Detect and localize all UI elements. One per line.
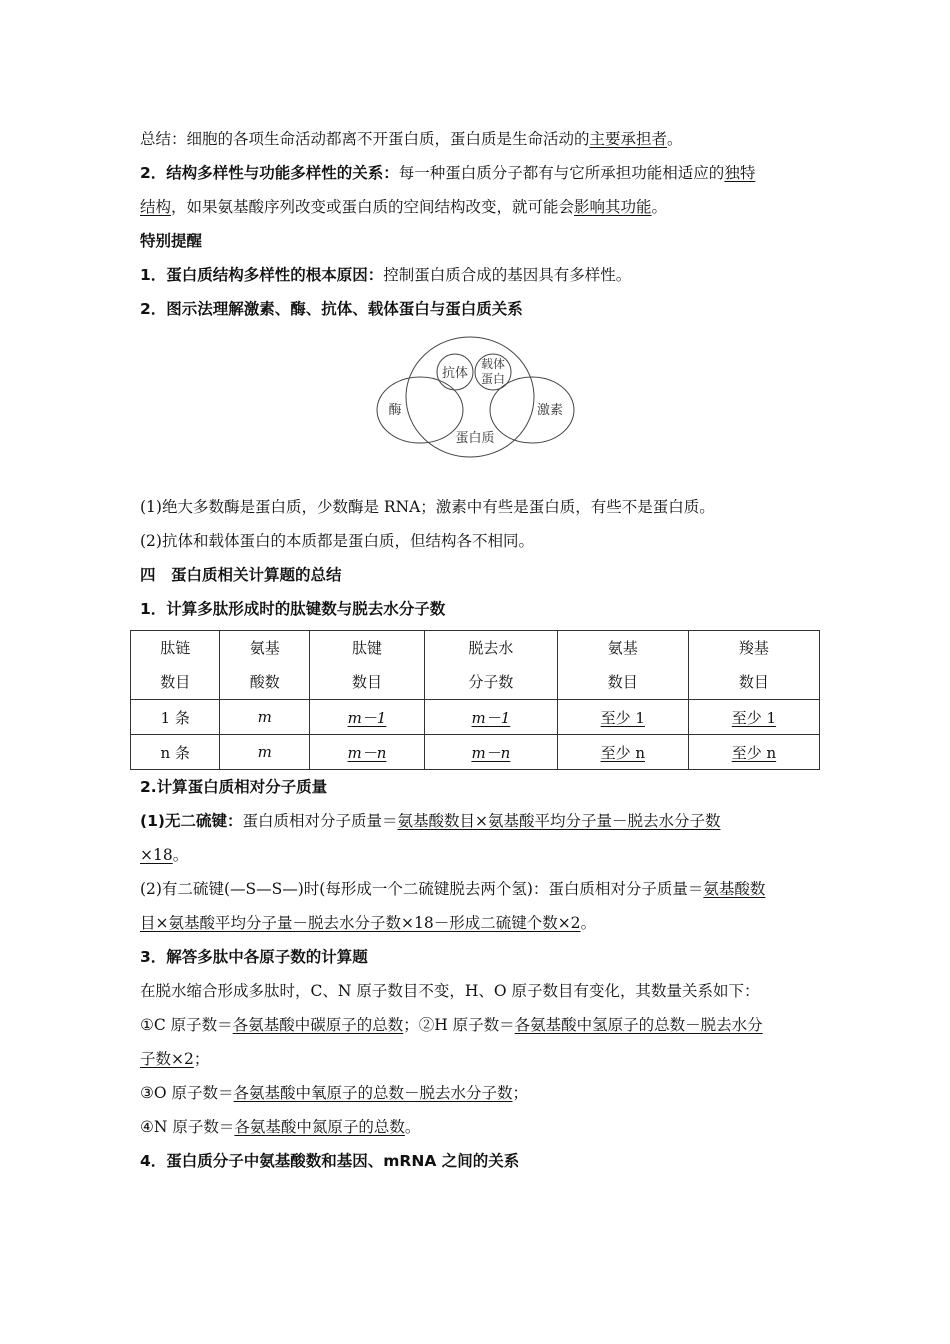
section2-text: 每一种蛋白质分子都有与它所承担功能相适应的 xyxy=(398,164,725,182)
carrier-label-2: 蛋白 xyxy=(480,372,506,386)
header-text: 酸数 xyxy=(249,673,280,691)
table-cell: 1 条 xyxy=(131,700,220,735)
table-cell: 至少 1 xyxy=(557,700,688,735)
peptide-table xyxy=(130,630,820,770)
header-text: 肽键 xyxy=(351,639,382,657)
section2-answer1a: 独特 xyxy=(724,164,756,182)
calc2a-answer2: ×18 xyxy=(140,846,173,864)
calc3-h-label: ；②H 原子数＝ xyxy=(403,1016,515,1034)
header-text: 数目 xyxy=(351,673,382,691)
summary-text: 总结：细胞的各项生命活动都离不开蛋白质，蛋白质是生命活动的 xyxy=(140,130,590,148)
table-cell: 至少 n xyxy=(688,735,819,770)
section4-title: 四 蛋白质相关计算题的总结 xyxy=(140,566,342,584)
table-header-cell xyxy=(131,631,220,700)
note2: (2)抗体和载体蛋白的本质都是蛋白质，但结构各不相同。 xyxy=(140,532,534,550)
calc2a-end: 。 xyxy=(172,846,189,864)
calc3-h-answer2: 子数×2 xyxy=(140,1050,194,1068)
header-text: 羧基 xyxy=(738,639,769,657)
table-cell: 至少 1 xyxy=(688,700,819,735)
protein-label: 蛋白质 xyxy=(455,431,495,446)
table-header-cell xyxy=(557,631,688,700)
antibody-label: 抗体 xyxy=(441,366,469,381)
note1: (1)绝大多数酶是蛋白质，少数酶是 RNA；激素中有些是蛋白质，有些不是蛋白质。 xyxy=(140,498,715,516)
tip1-line xyxy=(140,258,820,292)
header-text: 脱去水 xyxy=(468,639,514,657)
enzyme-label: 酶 xyxy=(388,403,402,418)
calc3-o-answer: 各氨基酸中氧原子的总数－脱去水分子数 xyxy=(233,1084,513,1102)
header-text: 数目 xyxy=(160,673,191,691)
calc3-n-label: ④N 原子数＝ xyxy=(140,1118,235,1136)
calc2b-end: 。 xyxy=(580,914,597,932)
header-text: 氨基 xyxy=(607,639,638,657)
summary-line xyxy=(140,122,820,156)
calc4-title: 4．蛋白质分子中氨基酸数和基因、mRNA 之间的关系 xyxy=(140,1152,520,1170)
calc2b-text: (2)有二硫键(—S—S—)时(每形成一个二硫键脱去两个氢)：蛋白质相对分子质量＝ xyxy=(140,880,704,898)
calc3-line4 xyxy=(140,1110,820,1144)
calc2a-text: 蛋白质相对分子质量＝ xyxy=(242,812,398,830)
calc3-c-answer: 各氨基酸中碳原子的总数 xyxy=(232,1016,404,1034)
calc3-line3 xyxy=(140,1076,820,1110)
table-cell: 至少 n xyxy=(557,735,688,770)
header-text: 肽链 xyxy=(160,639,191,657)
summary-end: 。 xyxy=(667,130,683,148)
calc2-title: 2.计算蛋白质相对分子质量 xyxy=(140,778,328,796)
header-text: 氨基 xyxy=(249,639,280,657)
venn-diagram xyxy=(140,330,820,480)
calc3-intro: 在脱水缩合形成多肽时，C、N 原子数目不变，H、O 原子数目有变化，其数量关系如下： xyxy=(140,982,760,1000)
table-cell: m－1 xyxy=(309,700,424,735)
hormone-label: 激素 xyxy=(536,403,564,418)
calc3-h-end: ； xyxy=(193,1050,210,1068)
table-row xyxy=(131,700,820,735)
table-header-cell xyxy=(220,631,309,700)
summary-answer: 主要承担者 xyxy=(589,130,668,148)
table-cell: m－n xyxy=(425,735,558,770)
venn-svg xyxy=(375,330,575,460)
table-cell: m xyxy=(220,735,309,770)
table-cell: m－n xyxy=(309,735,424,770)
document-page xyxy=(140,122,820,1178)
calc3-n-answer: 各氨基酸中氮原子的总数 xyxy=(234,1118,405,1136)
calc3-line1 xyxy=(140,1008,820,1042)
section2-line1 xyxy=(140,156,820,190)
header-text: 数目 xyxy=(607,673,638,691)
tip1-label: 1．蛋白质结构多样性的根本原因： xyxy=(140,266,384,284)
calc3-c-label: ①C 原子数＝ xyxy=(140,1016,233,1034)
calc3-line2 xyxy=(140,1042,820,1076)
calc2a-label: (1)无二硫键： xyxy=(140,812,243,830)
calc2b-line2 xyxy=(140,906,820,940)
calc3-h-answer: 各氨基酸中氢原子的总数－脱去水分 xyxy=(514,1016,763,1034)
calc3-n-end: 。 xyxy=(404,1118,421,1136)
table-header-cell xyxy=(309,631,424,700)
table-cell: n 条 xyxy=(131,735,220,770)
calc2a-line2 xyxy=(140,838,820,872)
calc2a-answer: 氨基酸数目×氨基酸平均分子量－脱去水分子数 xyxy=(397,812,721,830)
section2-answer1b: 结构 xyxy=(140,198,172,216)
calc3-title: 3．解答多肽中各原子数的计算题 xyxy=(140,948,368,966)
calc2b-line1 xyxy=(140,872,820,906)
header-text: 分子数 xyxy=(468,673,514,691)
section2-text2: ，如果氨基酸序列改变或蛋白质的空间结构改变，就可能会 xyxy=(171,198,575,216)
header-text: 数目 xyxy=(738,673,769,691)
tip-title: 特别提醒 xyxy=(140,232,203,250)
calc1-title: 1．计算多肽形成时的肽键数与脱去水分子数 xyxy=(140,600,446,618)
section2-line2 xyxy=(140,190,820,224)
calc3-o-end: ； xyxy=(512,1084,529,1102)
section2-label: 2．结构多样性与功能多样性的关系： xyxy=(140,164,399,182)
calc3-o-label: ③O 原子数＝ xyxy=(140,1084,234,1102)
table-cell: m－1 xyxy=(425,700,558,735)
table-header-row xyxy=(131,631,820,700)
table-header-cell xyxy=(688,631,819,700)
carrier-label-1: 载体 xyxy=(480,357,506,371)
table-cell: m xyxy=(220,700,309,735)
calc2b-answer2: 目×氨基酸平均分子量－脱去水分子数×18－形成二硫键个数×2 xyxy=(140,914,581,932)
section2-answer2: 影响其功能 xyxy=(574,198,652,216)
table-header-cell xyxy=(425,631,558,700)
tip2-line: 2．图示法理解激素、酶、抗体、载体蛋白与蛋白质关系 xyxy=(140,300,523,318)
table-row xyxy=(131,735,820,770)
section2-end: 。 xyxy=(651,198,668,216)
calc2b-answer: 氨基酸数 xyxy=(703,880,766,898)
tip1-text: 控制蛋白质合成的基因具有多样性。 xyxy=(383,266,632,284)
calc2a-line1 xyxy=(140,804,820,838)
